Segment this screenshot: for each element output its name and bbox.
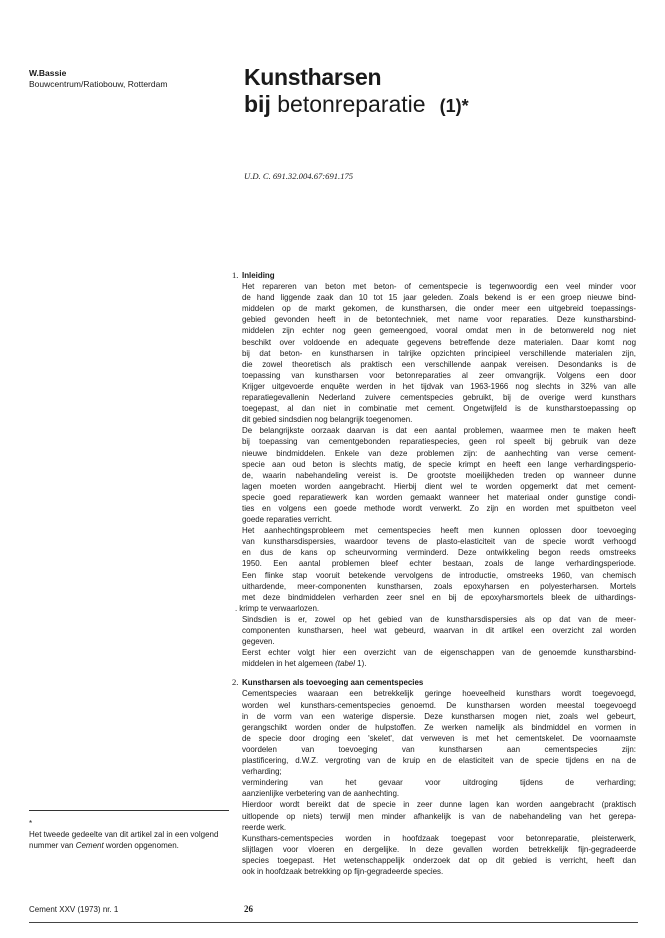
text-line: de specie door droging een 'skelet', dat verweven is met het cementskelet. De voornaamste [242,733,636,743]
text-line: middelen op de markt gekomen, de kunstharsen, die onder meer een uitgebreid toepassings- [242,304,636,314]
section-2-heading [232,677,636,688]
text-line: die zowel theoretisch als praktisch een verschillende aanpak vereisen. Desondanks is de [242,359,636,369]
text-line: Een flinke stap vooruit betekende vervolgens de introductie, omstreeks 1960, van chemisch [242,570,636,580]
title-bij: bij [244,91,271,117]
text-line: verharding; [242,767,282,777]
text-line: gebied gevonden heeft in de betontechniek, met name voor reparaties. Deze kunstharsbind- [242,315,636,325]
margin-mark: . [235,603,238,613]
text-line: ook in hoofdzaak betrekking op fijn-gegradeerde species. [242,866,444,876]
text-line: species toegepast. Het wetenschappelijk onderzoek dat op dit gebied is verricht, heeft dan [242,855,636,865]
section-1-text [232,281,636,669]
text-line: Eerst echter volgt hier een overzicht van de eigenschappen van de genoemde kunstharsbind- [242,648,636,658]
text-line: middelen in het algemeen (tabel 1). [242,659,367,669]
section-2-title: Kunstharsen als toevoeging aan cementspecies [242,678,424,688]
footnote-text: Het tweede gedeelte van dit artikel zal in een volgend nummer van [29,830,219,851]
text-line: . krimp te verwaarlozen. [235,603,320,613]
text-line: vermindering van het gevaar voor uitdroging tijdens de verharding; [242,778,636,788]
footnote-text-end: worden opgenomen. [103,841,179,851]
text-line: Cementspecies waaraan een betrekkelijk geringe hoeveelheid kunsthars wordt toegevoegd, [242,689,636,699]
text-line: Het aanhechtingsprobleem met cementspecies heeft men kunnen oplossen door toevoeging [242,526,636,536]
text-line: Krijger uitgevoerde enquête werden in het tijdvak van 1963-1966 nog slechts in 32% van alle [242,381,636,391]
text-line: Hierdoor wordt bereikt dat de specie in zeer dunne lagen kan worden aangebracht (praktisch [242,800,636,810]
text-line: lagen moeten worden aangebracht. Hierbij dient wel te worden opgemerkt dat met cement- [242,481,636,491]
journal-footer: Cement XXV (1973) nr. 1 [29,905,119,914]
footnote [29,818,229,852]
footnote-journal: Cement [75,841,104,851]
text-line: beschikt over voldoende en adequate gegevens betreffende deze materialen. Daar komt nog [242,337,636,347]
title-line-2 [244,91,644,120]
text-line: gerangschikt worden onder de hulpstoffen. Ze werken namelijk als bindmiddel en vormen in [242,722,636,732]
text-line: bij toepassing van cementgebonden reparatiespecies, geen rol speelt bij gebruik van deze [242,437,636,447]
text-line: nieuwe bindmiddelen. Enkele van deze problemen zijn: de aanhechting van verse cement- [242,448,636,458]
text-line: bij dat beton- en kunstharsen in talrijke opzichten principieel verschillende materialen zijn, [242,348,636,358]
text-line: specie aan oud beton is slechts matig, de specie krimpt en heeft een lange verhardingsperio- [242,459,636,469]
table-reference: (tabel [335,659,355,669]
text-line: van kunstharsdispersies, waardoor tevens de plasto-elasticiteit van de specie wordt verhoogd [242,537,636,547]
section-2-text [232,688,636,877]
text-line: in de vorm van een waterige dispersie. Deze kunstharsen mogen niet, zoals wel gebeurt, [242,711,636,721]
footnote-marker: * [29,819,33,828]
text-line: worden wel kunsthars-cementspecies genoemd. De kunstharsen worden meestal toegevoegd [242,700,636,710]
author-block [29,68,167,90]
article-body [232,270,636,877]
text-line: reerde werk. [242,822,287,832]
title-footnote-marker: (1)* [439,96,469,116]
text-line: middelen zijn echter nog geen gemeengoed, vooral omdat men in de betonwereld nog niet [242,326,636,336]
text-line: De belangrijkste oorzaak daarvan is dat een aantal problemen, waarmee men te maken heeft [242,426,636,436]
text-line: met deze bindmiddelen verharden zeer snel en bij de epoxyharsmortels bleek de uithardings- [242,592,636,602]
text-line: de hand liggende zaak dan 10 tot 15 jaar geleden. Zoals bekend is er een groep nieuwe bind- [242,293,636,303]
text-line: Sindsdien is er, zowel op het gebied van de kunstharsdispersies als op dat van de meer- [242,614,636,624]
text-line: toepassing van kunstharsen voor betonreparaties al zeer omvangrijk. Volgens een door [242,370,636,380]
text-line: reparatiegevallenin Nederland zuivere cementspecies gebruikt, bij de overige werd kunsthars [242,393,636,403]
udc-code: U.D. C. 691.32.004.67:691.175 [244,171,354,181]
author-name: W.Bassie [29,68,67,78]
text-line: goede reparaties verricht. [242,515,333,525]
section-1-number: 1. [232,270,239,280]
author-affiliation: Bouwcentrum/Ratiobouw, Rotterdam [29,79,168,89]
section-1-title: Inleiding [242,271,275,280]
text-line: Kunsthars-cementspecies worden in hoofdzaak toegepast voor betonreparatie, pleisterwerk, [242,833,636,843]
text-line: voordelen van toevoeging van kunstharsen aan cementspecies zijn: [242,744,636,754]
text-line: plastificering, d.W.Z. vergroting van de kruip en de elasticiteit van de specie tijdens en na de [242,756,636,766]
text-line: specie goed reparatiewerk kan worden gemaakt wanneer het materiaal onder gunstige condi- [242,492,636,502]
text-line: en dus de kans op scheurvorming verminderd. Deze ontwikkeling begon reeds omstreeks [242,548,636,558]
text-line: dit gebied sindsdien nog belangrijk toegenomen. [242,415,413,425]
page-number: 26 [244,904,253,914]
table-reference-tail: 1). [354,659,367,669]
text-line: uithardende, meer-componenten kunstharsen, zoals epoxyharsen en polyesterharsen. Mortels [242,581,636,591]
article-title [244,64,644,120]
footnote-rule [29,810,229,811]
text-line: toegepast, al dan niet in combinatie met cement. Ongetwijfeld is de kunstharstoepassing op [242,404,636,414]
text-line: aanzienlijke verbetering van de aanhechting. [242,789,400,799]
section-2-number: 2. [232,677,239,688]
text-line: ties en volgens een goede methode wordt verwerkt. Zo zijn en worden met spuitbeton veel [242,503,636,513]
text-line: gegeven. [242,637,275,647]
text-line: componenten kunstharsen, heel wat gebeurd, waarvan in dit artikel een overzicht zal worden [242,626,636,635]
bottom-rule [29,922,638,923]
text-line: Het repareren van beton met beton- of cementspecie is tegenwoordig een veel minder voor [242,282,636,292]
text-line: slijtlagen voor vloeren en dergelijke. In deze gevallen worden betrekkelijk fijn-gegradeerde [242,844,636,854]
section-1-heading [232,270,636,281]
title-line-1: Kunstharsen [244,64,382,90]
text-line: de, waarin nabehandeling vereist is. De grootste moeilijkheden treden op wanneer dunne [242,470,636,480]
text-line: 1950. Een aantal problemen bleef echter bestaan, zoals de lange verhardingsperiode. [242,559,636,569]
text-line: uitlopende op niets) terwijl men minder afhankelijk is van de nabehandeling van het gerepa- [242,811,636,821]
title-betonreparatie: betonreparatie [277,91,426,117]
